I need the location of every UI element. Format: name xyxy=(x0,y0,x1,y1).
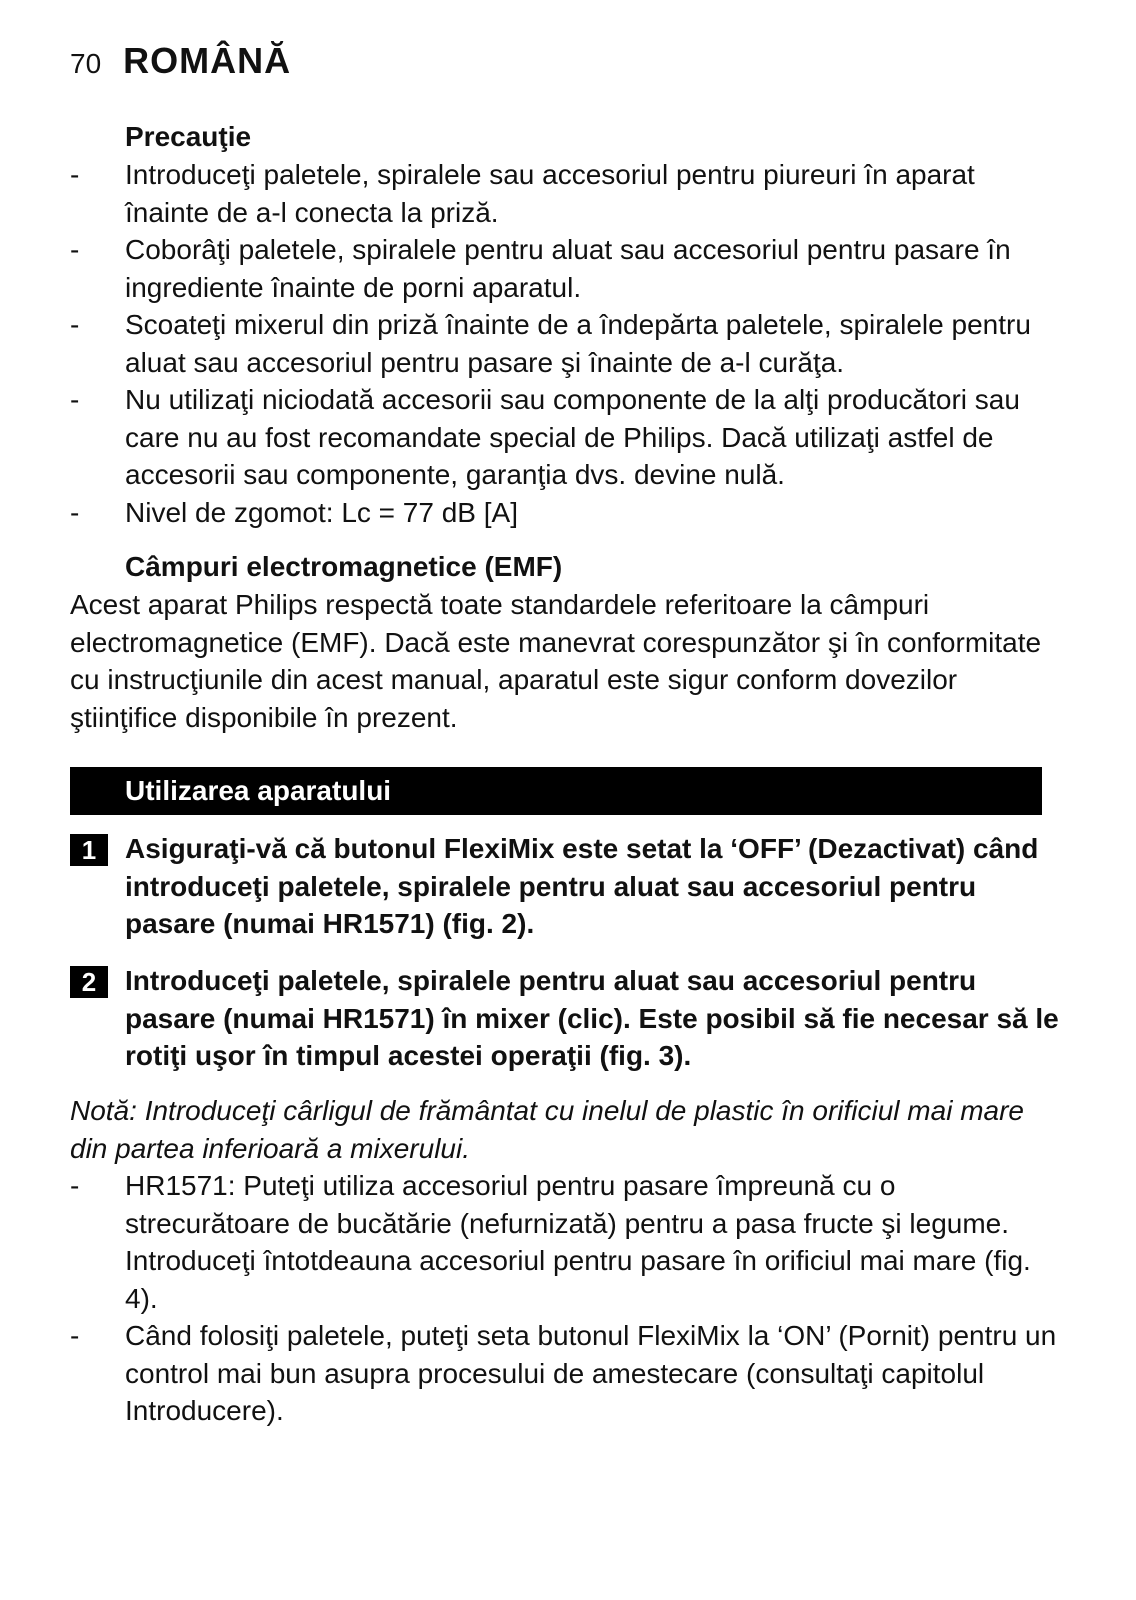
list-item xyxy=(70,494,1065,532)
list-item-text: Nu utilizaţi niciodată accesorii sau componente de la alţi producători sau care nu au fost recomandate special de Philips. Dacă utilizaţi astfel de accesorii sau componente, garanţia dvs. devine nulă. xyxy=(125,384,1020,490)
list-item xyxy=(70,381,1065,494)
page-header xyxy=(70,40,291,88)
list-item xyxy=(70,156,1065,231)
list-item-text: Scoateţi mixerul din priză înainte de a îndepărta paletele, spiralele pentru aluat sau accesoriul pentru pasare şi înainte de a-l curăţa. xyxy=(125,309,1031,378)
step-text: Asiguraţi-vă că butonul FlexiMix este setat la ‘OFF’ (Dezactivat) când introduceţi paletele, spiralele pentru aluat sau accesoriul pentru pasare (numai HR1571) (fig. 2). xyxy=(125,833,1039,939)
dash-marker: - xyxy=(70,496,80,528)
emf-paragraph: Acest aparat Philips respectă toate standardele referitoare la câmpuri electromagnetice (EMF). Dacă este manevrat corespunzător şi în conformitate cu instrucţiunile din acest manual, aparatul este sigur conform dovezilor ştiinţifice disponibile în prezent. xyxy=(70,589,1042,733)
list-item-text: Introduceţi paletele, spiralele sau accesoriul pentru piureuri în aparat înainte de a-l conecta la priză. xyxy=(125,159,975,228)
emf-section xyxy=(70,548,1065,736)
dash-marker: - xyxy=(70,384,80,415)
list-item xyxy=(70,1167,1065,1317)
precautie-section xyxy=(70,118,1065,531)
list-item xyxy=(70,306,1065,381)
list-item-text: Coborâţi paletele, spiralele pentru aluat sau accesoriul pentru pasare în ingrediente înainte de porni aparatul. xyxy=(125,234,1011,303)
list-item xyxy=(70,1317,1065,1430)
precautie-heading: Precauţie xyxy=(125,121,252,152)
step-1 xyxy=(70,830,1065,943)
note-text: Notă: Introduceţi cârligul de frământat cu inelul de plastic în orificiul mai mare din partea inferioară a mixerului. xyxy=(70,1095,1024,1164)
list-item-text: Când folosiţi paletele, puteţi seta butonul FlexiMix la ‘ON’ (Pornit) pentru un control mai bun asupra procesului de amestecare (consultaţi capitolul Introducere). xyxy=(125,1320,1057,1426)
dash-marker: - xyxy=(70,234,80,265)
page-number: 70 xyxy=(70,48,102,79)
dash-marker: - xyxy=(70,309,80,340)
usage-section-title: Utilizarea aparatului xyxy=(125,775,392,806)
list-item-text: Nivel de zgomot: Lc = 77 dB [A] xyxy=(125,496,518,528)
list-item-text: HR1571: Puteţi utiliza accesoriul pentru pasare împreună cu o strecurătoare de bucătărie (nefurnizată) pentru a pasa fructe şi legume. Introduceţi întotdeauna accesoriul pentru pasare în orificiul mai mare (fig. 4). xyxy=(125,1170,1031,1314)
step-text: Introduceţi paletele, spiralele pentru aluat sau accesoriul pentru pasare (numai HR1571) în mixer (clic). Este posibil să fie necesar să le rotiţi uşor în timpul acestei operaţii (fig. 3). xyxy=(125,965,1059,1071)
step-2 xyxy=(70,962,1065,1075)
step-number-badge: 2 xyxy=(70,966,108,998)
list-item xyxy=(70,231,1065,306)
precautie-list xyxy=(70,156,1065,531)
usage-list xyxy=(70,1167,1065,1430)
usage-notes-section xyxy=(70,1092,1065,1430)
section-header-bar xyxy=(70,767,1042,815)
dash-marker: - xyxy=(70,1320,80,1351)
language-title: ROMÂNĂ xyxy=(123,40,292,81)
dash-marker: - xyxy=(70,1170,80,1201)
emf-heading: Câmpuri electromagnetice (EMF) xyxy=(125,551,563,582)
dash-marker: - xyxy=(70,159,80,190)
step-number-badge: 1 xyxy=(70,834,108,866)
